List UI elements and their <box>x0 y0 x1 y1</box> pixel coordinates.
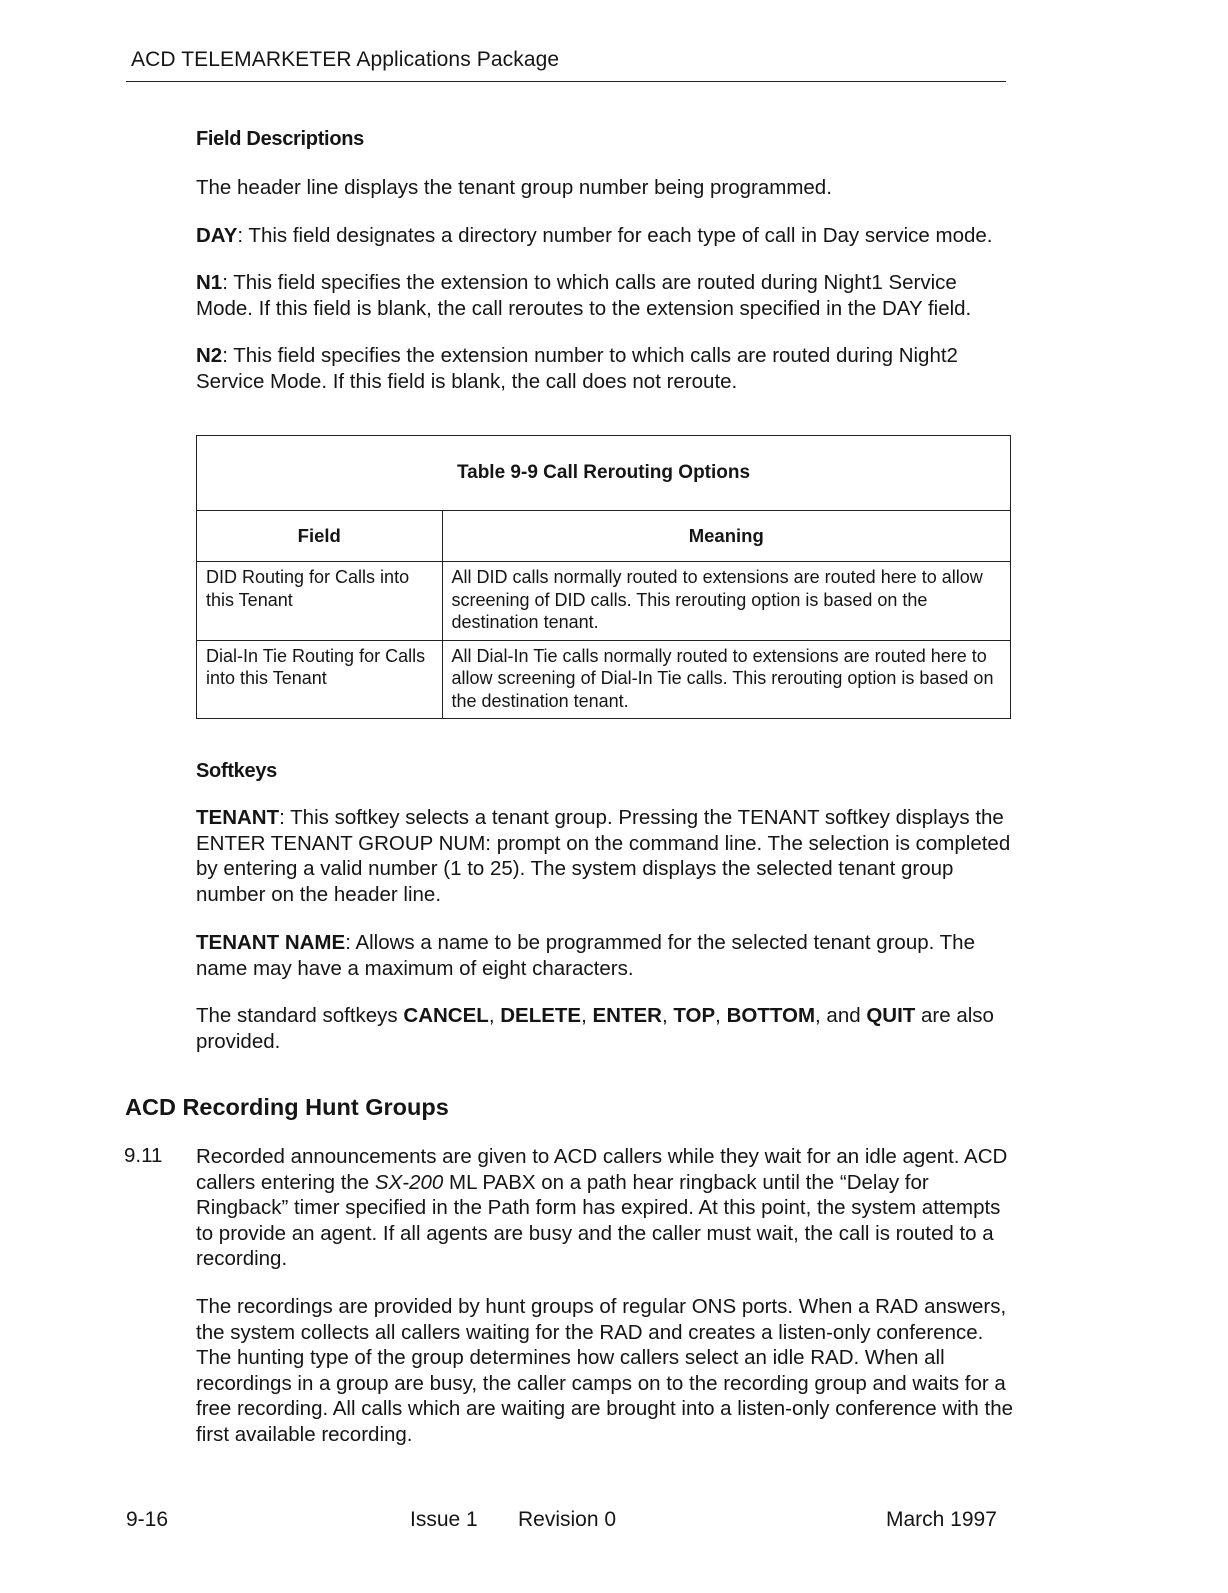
softkey-top: TOP <box>673 1004 716 1027</box>
n1-text: : This field specifies the extension to which calls are routed during Night1 Service Mode. If this field is blank, the call reroutes to the extension specified in the DAY field. <box>196 271 972 320</box>
softkey-delete: DELETE <box>500 1004 582 1027</box>
paragraph-number: 9.11 <box>124 1144 163 1167</box>
column-header-field: Field <box>197 511 442 562</box>
day-text: : This field designates a directory number for each type of call in Day service mode. <box>237 224 993 247</box>
softkeys-heading: Softkeys <box>196 760 277 782</box>
tenant-text: : This softkey selects a tenant group. Pressing the TENANT softkey displays the ENTER TENANT GROUP NUM: prompt on the command line. The selection is completed by entering a valid number (1 to 25). The system displays the selected tenant group number on the header line. <box>196 806 1011 906</box>
softkey-separator: , <box>715 1004 727 1027</box>
recording-paragraph-2: The recordings are provided by hunt groups of regular ONS ports. When a RAD answers, the system collects all callers waiting for the RAD and creates a listen-only conference. The hunting type of the group determines how callers select an idle RAD. When all recordings in a group are busy, the caller camps on to the recording group and waits for a free recording. All calls which are waiting are brought into a listen-only conference with the first available recording. <box>196 1295 1014 1446</box>
call-rerouting-table <box>196 435 1011 719</box>
tenant-name-term: TENANT NAME <box>196 931 346 954</box>
day-term: DAY <box>196 224 238 247</box>
table-caption: Table 9-9 Call Rerouting Options <box>197 436 1010 511</box>
standard-softkeys-prefix: The standard softkeys <box>196 1004 404 1027</box>
standard-softkeys-paragraph <box>196 1003 1016 1054</box>
softkey-separator: , <box>581 1004 593 1027</box>
softkey-enter: ENTER <box>592 1004 662 1027</box>
table-cell-field: Dial-In Tie Routing for Calls into this Tenant <box>197 640 442 718</box>
softkey-quit: QUIT <box>866 1004 916 1027</box>
publication-date: March 1997 <box>886 1508 997 1531</box>
intro-paragraph: The header line displays the tenant group number being programmed. <box>196 176 832 199</box>
softkey-and: , and <box>815 1004 867 1027</box>
softkey-separator: , <box>488 1004 501 1027</box>
table-cell-meaning: All Dial-In Tie calls normally routed to extensions are routed here to allow screening of Dial-In Tie calls. This rerouting option is based on the destination tenant. <box>442 640 1010 718</box>
field-descriptions-heading: Field Descriptions <box>196 128 364 150</box>
issue-label: Issue 1 <box>410 1508 478 1531</box>
recording-paragraph-1-a: Recorded announcements are given to ACD callers while they wait for an idle agent. ACD callers entering the <box>196 1145 1008 1194</box>
product-name: SX-200 <box>374 1170 444 1194</box>
tenant-description <box>196 805 1016 907</box>
revision-label: Revision 0 <box>518 1508 617 1531</box>
recording-paragraph-1 <box>196 1144 1016 1272</box>
standard-softkeys-suffix: are also provided. <box>196 1004 994 1053</box>
n2-description <box>196 343 1016 394</box>
day-description <box>196 223 1016 249</box>
tenant-term: TENANT <box>196 806 280 829</box>
page-number: 9-16 <box>126 1508 169 1531</box>
options-table <box>197 511 1010 718</box>
section-title: ACD Recording Hunt Groups <box>125 1094 449 1120</box>
column-header-meaning: Meaning <box>442 511 1010 562</box>
n2-text: : This field specifies the extension number to which calls are routed during Night2 Service Mode. If this field is blank, the call does not reroute. <box>196 344 958 393</box>
tenant-name-text: : Allows a name to be programmed for the selected tenant group. The name may have a maximum of eight characters. <box>196 931 975 980</box>
n2-term: N2 <box>196 344 223 367</box>
softkey-bottom: BOTTOM <box>726 1004 816 1027</box>
softkey-separator: , <box>661 1004 674 1027</box>
running-header: ACD TELEMARKETER Applications Package <box>131 48 560 71</box>
n1-term: N1 <box>196 271 223 294</box>
table-cell-meaning: All DID calls normally routed to extensions are routed here to allow screening of DID calls. This rerouting option is based on the destination tenant. <box>451 567 983 632</box>
header-rule <box>126 81 1006 82</box>
n1-description <box>196 270 1016 321</box>
table-row <box>197 562 1010 641</box>
tenant-name-description <box>196 930 1016 981</box>
table-cell-field: DID Routing for Calls into this Tenant <box>197 562 442 641</box>
softkey-cancel: CANCEL <box>403 1004 489 1027</box>
table-row <box>197 640 1010 718</box>
recording-paragraph-1-b: ML PABX on a path hear ringback until the “Delay for Ringback” timer specified in the Path form has expired. At this point, the system attempts to provide an agent. If all agents are busy and the caller must wait, the call is routed to a recording. <box>196 1170 1001 1270</box>
